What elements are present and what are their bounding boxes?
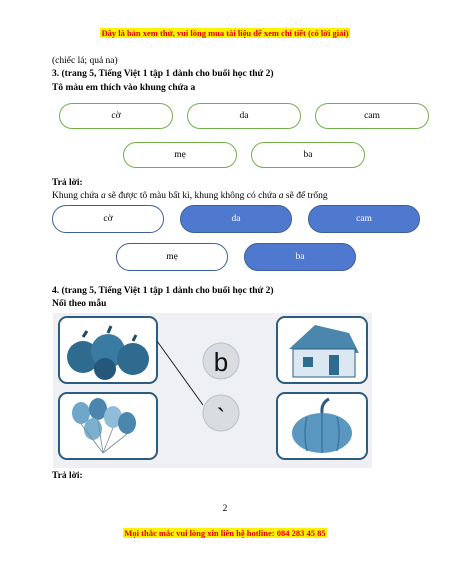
word-box-label: da (239, 111, 249, 121)
letter-circle-b (203, 343, 239, 379)
answer-box-da (180, 205, 292, 233)
page-number: 2 (222, 504, 228, 514)
word-box-ba[interactable] (251, 142, 365, 168)
answer-box-label: mẹ (166, 252, 178, 262)
answer-heading-4: Trả lời: (52, 471, 83, 481)
question-3-title: 3. (trang 5, Tiếng Việt 1 tập 1 dành cho buổi học thứ 2) (52, 69, 274, 79)
answer-box-cam (308, 205, 420, 233)
answer-box-me (116, 243, 228, 271)
word-box-da[interactable] (187, 103, 301, 129)
svg-text:`: ` (216, 403, 226, 433)
answer-heading-3: Trả lời: (52, 178, 83, 188)
preview-banner: Đây là bản xem thử, vui lòng mua tài liệu để xem chi tiết (có lời giải) (101, 28, 349, 38)
question-4-instruction: Nối theo mẫu (52, 299, 107, 309)
previous-answer: (chiếc lá; quả na) (52, 56, 118, 66)
answer-text-3: Khung chứa a sẽ được tô màu bất kì, khung không có chứa a sẽ để trống (52, 191, 328, 201)
pumpkin-picture (277, 393, 367, 459)
tomatoes-picture (59, 317, 157, 383)
sample-connector-line (157, 341, 203, 405)
word-box-co[interactable] (59, 103, 173, 129)
answer-box-label: ba (295, 252, 305, 262)
letter-circle-grave (203, 395, 239, 433)
answer-box-ba (244, 243, 356, 271)
house-picture (277, 317, 367, 383)
svg-text:b: b (213, 347, 229, 377)
balloons-picture (59, 393, 157, 459)
word-box-label: cờ (111, 111, 121, 121)
answer-box-label: cam (356, 214, 372, 224)
word-box-label: ba (303, 150, 313, 160)
word-box-me[interactable] (123, 142, 237, 168)
word-box-cam[interactable] (315, 103, 429, 129)
hotline-footer: Mọi thắc mắc vui lòng xin liên hệ hotline: 084 283 45 85 (124, 528, 326, 538)
matching-exercise-image (53, 313, 372, 468)
answer-box-label: da (231, 214, 241, 224)
answer-box-label: cờ (103, 214, 113, 224)
answer-box-co (52, 205, 164, 233)
question-3-instruction: Tô màu em thích vào khung chứa a (52, 83, 196, 93)
word-box-label: mẹ (174, 150, 186, 160)
question-4-title: 4. (trang 5, Tiếng Việt 1 tập 1 dành cho buổi học thứ 2) (52, 286, 274, 296)
word-box-label: cam (364, 111, 380, 121)
